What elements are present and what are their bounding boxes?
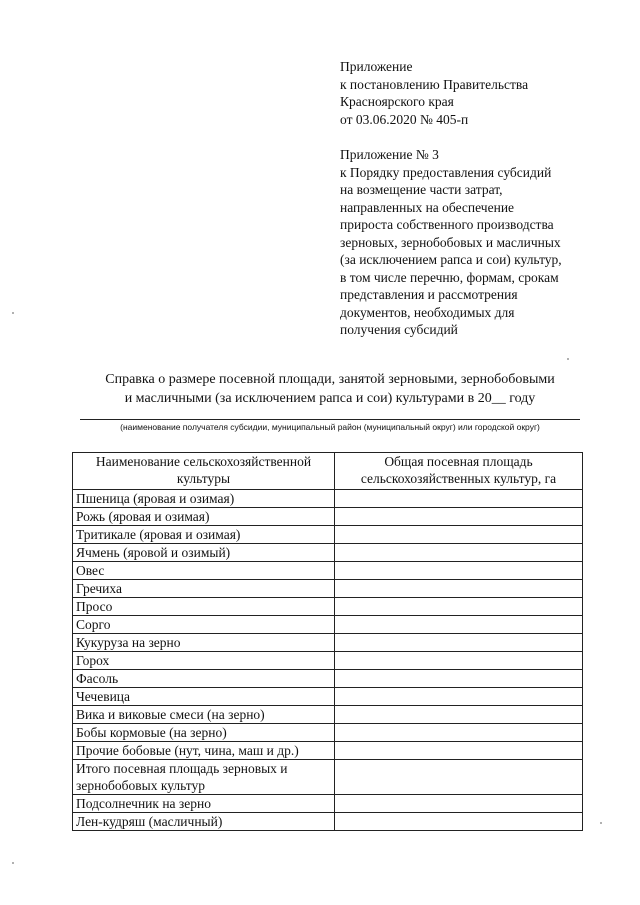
header-sown-area: Общая посевная площадь сельскохозяйственных культур, га	[335, 453, 583, 490]
crop-name-cell: Тритикале (яровая и озимая)	[73, 526, 335, 544]
document-title	[60, 370, 600, 408]
table-row	[73, 742, 583, 760]
crop-name-cell: Рожь (яровая и озимая)	[73, 508, 335, 526]
table-row	[73, 652, 583, 670]
crop-name-cell: Бобы кормовые (на зерно)	[73, 724, 335, 742]
sown-area-cell[interactable]	[335, 760, 583, 795]
appendix-procedure-line: зерновых, зернобобовых и масличных	[340, 234, 561, 250]
appendix-procedure-line: Приложение № 3	[340, 147, 439, 162]
crop-name-cell: Овес	[73, 562, 335, 580]
table-row	[73, 760, 583, 795]
scan-speck	[600, 822, 602, 824]
sown-area-cell[interactable]	[335, 544, 583, 562]
sown-area-cell[interactable]	[335, 508, 583, 526]
sown-area-cell[interactable]	[335, 795, 583, 813]
table-row	[73, 795, 583, 813]
sown-area-cell[interactable]	[335, 562, 583, 580]
appendix-block	[340, 58, 600, 339]
crop-name-cell: Ячмень (яровой и озимый)	[73, 544, 335, 562]
appendix-procedure-line: документов, необходимых для	[340, 304, 515, 320]
sown-area-cell[interactable]	[335, 634, 583, 652]
table-row	[73, 813, 583, 831]
table-row	[73, 688, 583, 706]
crop-name-cell: Подсолнечник на зерно	[73, 795, 335, 813]
appendix-procedure-line: получения субсидий	[340, 322, 458, 337]
crop-name-cell: Горох	[73, 652, 335, 670]
sown-area-cell[interactable]	[335, 598, 583, 616]
table-body	[73, 490, 583, 831]
appendix-resolution-line: Красноярского края	[340, 94, 454, 109]
recipient-name-line	[80, 419, 580, 420]
appendix-resolution-line: Приложение	[340, 59, 413, 74]
appendix-resolution-line: к постановлению Правительства	[340, 76, 529, 92]
table-row	[73, 634, 583, 652]
crop-name-cell: Итого посевная площадь зерновых и зернобобовых культур	[73, 760, 335, 795]
appendix-procedure-line: к Порядку предоставления субсидий	[340, 164, 552, 180]
sown-area-cell[interactable]	[335, 670, 583, 688]
table-row	[73, 598, 583, 616]
crop-name-cell: Просо	[73, 598, 335, 616]
crop-name-cell: Чечевица	[73, 688, 335, 706]
sown-area-cell[interactable]	[335, 706, 583, 724]
table-row	[73, 490, 583, 508]
appendix-procedure-reference	[340, 146, 600, 339]
title-line-1: Справка о размере посевной площади, занятой зерновыми, зернобобовыми	[105, 372, 555, 387]
table-row	[73, 544, 583, 562]
table-row	[73, 706, 583, 724]
table-header-row	[73, 453, 583, 490]
appendix-procedure-line: представления и рассмотрения	[340, 287, 518, 302]
sown-area-cell[interactable]	[335, 580, 583, 598]
appendix-gap	[340, 128, 600, 146]
table-row	[73, 724, 583, 742]
sown-area-cell[interactable]	[335, 742, 583, 760]
sown-area-cell[interactable]	[335, 688, 583, 706]
table-row	[73, 670, 583, 688]
table-row	[73, 526, 583, 544]
appendix-procedure-line: прироста собственного производства	[340, 217, 554, 232]
scan-speck	[12, 862, 14, 864]
sown-area-cell[interactable]	[335, 616, 583, 634]
header-crop-name: Наименование сельскохозяйственной культуры	[73, 453, 335, 490]
crop-name-cell: Сорго	[73, 616, 335, 634]
table-row	[73, 616, 583, 634]
appendix-procedure-line: (за исключением рапса и сои) культур,	[340, 252, 562, 267]
table-row	[73, 508, 583, 526]
appendix-resolution-line: от 03.06.2020 № 405-п	[340, 111, 469, 127]
sown-area-cell[interactable]	[335, 652, 583, 670]
crop-name-cell: Вика и виковые смеси (на зерно)	[73, 706, 335, 724]
crop-name-cell: Гречиха	[73, 580, 335, 598]
sown-area-cell[interactable]	[335, 526, 583, 544]
recipient-name-caption: (наименование получателя субсидии, муниципальный район (муниципальный округ) или городской округ)	[120, 422, 540, 432]
crop-name-cell: Кукуруза на зерно	[73, 634, 335, 652]
sown-area-cell[interactable]	[335, 724, 583, 742]
appendix-procedure-line: на возмещение части затрат,	[340, 182, 503, 197]
crop-name-cell: Пшеница (яровая и озимая)	[73, 490, 335, 508]
table-row	[73, 580, 583, 598]
sown-area-cell[interactable]	[335, 490, 583, 508]
crop-name-cell: Фасоль	[73, 670, 335, 688]
scan-speck	[567, 358, 569, 360]
table-row	[73, 562, 583, 580]
appendix-procedure-line: в том числе перечню, формам, срокам	[340, 269, 559, 285]
crops-table	[72, 452, 583, 831]
scan-speck	[12, 312, 14, 314]
crop-name-cell: Лен-кудряш (масличный)	[73, 813, 335, 831]
appendix-procedure-line: направленных на обеспечение	[340, 199, 515, 215]
appendix-resolution-reference	[340, 58, 600, 128]
crop-name-cell: Прочие бобовые (нут, чина, маш и др.)	[73, 742, 335, 760]
title-line-2: и масличными (за исключением рапса и сои) культурами в 20__ году	[124, 391, 536, 406]
sown-area-cell[interactable]	[335, 813, 583, 831]
